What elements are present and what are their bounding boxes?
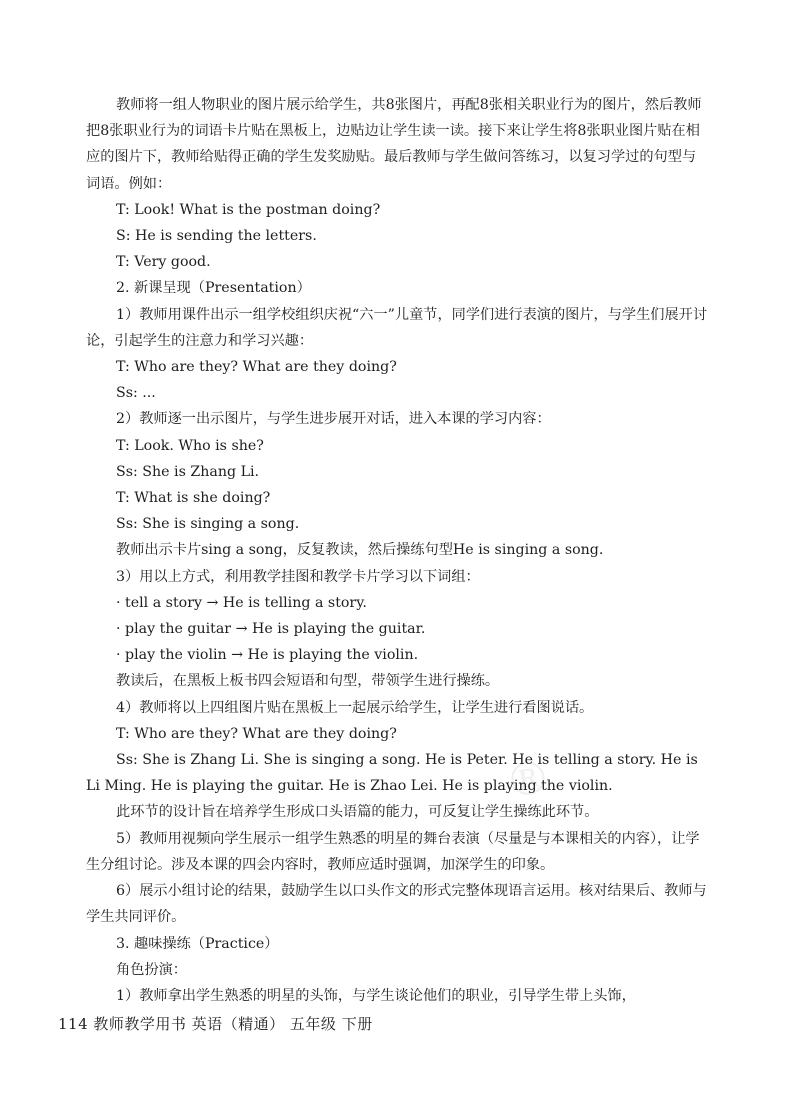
paragraph: 4）教师将以上四组图片贴在黑板上一起展示给学生，让学生进行看图说话。 <box>116 699 594 716</box>
paragraph: T: Very good. <box>116 254 211 271</box>
paragraph: · play the guitar → He is playing the guitar. <box>116 621 426 638</box>
paragraph: 3. 趣味操练（Practice） <box>116 935 279 952</box>
paragraph: 此环节的设计旨在培养学生形成口头语篇的能力，可反复让学生操练此环节。 <box>116 804 599 821</box>
paragraph: 2）教师逐一出示图片，与学生进步展开对话，进入本课的学习内容： <box>116 411 551 428</box>
paragraph: 5）教师用视频向学生展示一组学生熟悉的明星的舞台表演（尽量是与本课相关的内容），让学生分组讨论。涉及本课的四会内容时，教师应适时强调，加深学生的印象。 <box>86 830 700 873</box>
paragraph: 教读后，在黑板上板书四会短语和句型，带领学生进行操练。 <box>116 673 500 690</box>
paragraph: T: What is she doing? <box>116 490 271 507</box>
paragraph: · tell a story → He is telling a story. <box>116 594 367 611</box>
paragraph: 1）教师拿出学生熟悉的明星的头饰，与学生谈论他们的职业，引导学生带上头饰， <box>116 987 636 1004</box>
paragraph: 角色扮演： <box>116 961 187 978</box>
paragraph: 3）用以上方式，利用教学挂图和教学卡片学习以下词组： <box>116 568 480 585</box>
paragraph: T: Who are they? What are they doing? <box>116 359 397 376</box>
body-text <box>86 92 708 1009</box>
paragraph: 6）展示小组讨论的结果，鼓励学生以口头作文的形式完整体现语言运用。核对结果后、教师与学生共同评价。 <box>86 883 707 926</box>
paragraph: Ss: She is singing a song. <box>116 516 300 533</box>
paragraph: 教师将一组人物职业的图片展示给学生，共8张图片，再配8张相关职业行为的图片，然后教师把8张职业行为的词语卡片贴在黑板上，边贴边让学生读一读。接下来让学生将8张职业图片贴在相应的图片下，教师给贴得正确的学生发奖励贴。最后教师与学生做问答练习，以复习学过的句型与词语。例如： <box>86 97 702 192</box>
page-footer: 114 教师教学用书 英语（精通） 五年级 下册 <box>58 1015 373 1033</box>
paragraph: 1）教师用课件出示一组学校组织庆祝“六一”儿童节，同学们进行表演的图片，与学生们展开讨论，引起学生的注意力和学习兴趣： <box>86 306 708 349</box>
paragraph: Ss: ... <box>116 385 156 402</box>
paragraph: T: Look. Who is she? <box>116 437 264 454</box>
paragraph: · play the violin → He is playing the violin. <box>116 647 419 664</box>
paragraph: 教师出示卡片sing a song，反复教读，然后操练句型He is singing a song. <box>116 542 604 559</box>
paragraph: T: Look! What is the postman doing? <box>116 201 381 218</box>
watermark: ® <box>501 749 555 809</box>
paragraph: S: He is sending the letters. <box>116 228 317 245</box>
paragraph: T: Who are they? What are they doing? <box>116 725 397 742</box>
paragraph: Ss: She is Zhang Li. She is singing a song. He is Peter. He is telling a story. He is Li Ming. He is playing the guitar. He is Zhao Lei. He is playing the violin. <box>86 752 698 795</box>
paragraph: 2. 新课呈现（Presentation） <box>116 280 311 297</box>
paragraph: Ss: She is Zhang Li. <box>116 463 260 480</box>
